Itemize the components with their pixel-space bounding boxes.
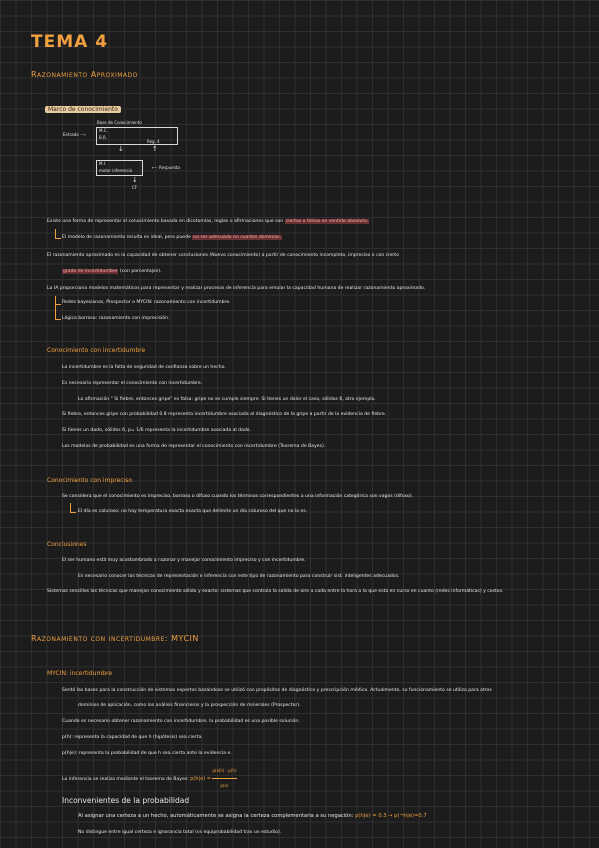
diagram-input-label: Entrada ⟶ [63,132,86,137]
paragraph-2-tail: grado de incertidumbre (con porcentajes). [63,269,162,274]
diagram-box2-line1: M.I. [99,161,107,166]
inconvenientes-line-2: No distingue entre igual certeza e ignorancia total (vs equiprobabilidad tras un estudio). [78,830,282,835]
section-heading-conocimiento-incertidumbre: Conocimiento con incertidumbre [47,347,146,354]
diagram-box-knowledge-base [96,127,178,145]
s4-line-3: Sistemas sencillos las técnicas que manejan conocimiento sólido y exacto: sistemas que controla la salida de aire a cada entre la hora a la que esta en curso en cuanto (redes informáticas) y costes. [47,589,504,594]
diagram-down-arrow-2: ↓ [132,176,138,184]
diagram-up-arrow: ↑ [152,145,158,153]
s5-line-1b: dominios de aplicación, como los análisis financieros y la prospección de minerales (Prospector). [78,703,301,708]
diagram-box1-line1: M.C. [99,128,108,133]
subheading-mycin: MYCIN: incertidumbre [47,670,113,677]
s4-line-2: Es necesario conocer las técnicas de representación e inferencia con este tipo de razonamiento para construir sist. inteligentes adecuados. [78,574,400,579]
s3-line-2: El día es caluroso: no hay temperatura exacta exacta que delimite un día caluroso del que no lo es. [78,509,308,514]
section-heading-mycin: Razonamiento con incertidumbre: MYCIN [31,634,199,643]
paragraph-3: La IA proporciona modelos matemáticos para representar y realizar procesos de inferencia para emular la capacidad humana de realizar razonamiento aproximado. [47,286,426,291]
diagram-box1-caption: Base de Conocimiento [97,120,142,125]
paragraph-1: Existe una forma de representar el conocimiento basada en dicotomías, reglas o afirmaciones que son ciertas o falsas en sentido absoluto. [47,219,369,224]
s5-line-5: La inferencia se realiza mediante el teorema de Bayes: p(h|e) = $\frac{p(e|h) \cdot p(h)}{p(e)}$ [62,764,237,778]
bracket-4 [70,503,76,513]
page-title: TEMA 4 [31,32,109,52]
diagram-output-label: ⟵ Respuesta [152,165,180,170]
diagram-arrow-label: Reg. 4 [147,139,160,144]
subheading-marco-conocimiento: Marco de conocimiento [45,106,121,113]
section-heading-conocimiento-impreciso: Conocimiento con impreciso [47,477,133,484]
bayes-formula-fraction: $\frac{p(e|h) \cdot p(h)}{p(e)}$ [212,764,236,793]
diagram-down-arrow: ↓ [118,145,124,153]
s2-line-5: Si tienes un dado, sólidos 6, p= 1/6 representa la incertidumbre asociada al dado. [62,428,251,433]
paragraph-2: El razonamiento aproximado es la capacidad de obtener conclusiones (Nuevo conocimiento) a partir de conocimiento incompleto, impreciso o con cierto [47,253,399,258]
s4-line-1: El ser humano está muy acostumbrado a razonar y manejar conocimiento impreciso y con incertidumbre. [62,558,306,563]
bracket-2 [55,296,61,305]
s2-line-6: Los modelos de probabilidad es una forma de representar el conocimiento con incertidumbre (Teorema de Bayes). [62,444,326,449]
knowledge-diagram [60,120,200,195]
s5-line-3: p(h): representa la capacidad de que h (hipótesis) sea cierta. [62,735,203,740]
inconvenientes-heading: Inconvenientes de la probabilidad [62,796,190,805]
section-heading-conclusiones: Conclusiones [47,541,87,548]
s2-line-2: Es necesario representar el conocimiento con incertidumbre. [62,381,203,386]
paragraph-1-sub: El modelo de razonamiento resulta es ideal, pero puede no ser adecuado en cuartos dominios. [62,235,282,240]
diagram-bottom-label: CF [132,185,138,190]
diagram-box1-line2: B.R. [99,135,107,140]
paragraph-3-bullet-1: Redes bayesianas, Prospector o MYCIN: razonamiento con incertidumbre. [62,300,231,305]
diagram-box2-line2: motor inferencia [99,168,133,173]
bracket-3 [55,305,61,320]
s2-line-4: Si fiebre, entonces gripe con probabilidad 0.8 representa incertidumbre asociada al diagnóstico de la gripe a partir de la evidencia de fiebre. [62,412,387,417]
s2-line-1: La incertidumbre es la falta de seguridad de confianza sobre un hecho. [62,365,226,370]
s5-line-1: Sentó las bases para la construcción de sistemas expertos basándose se utilizó con propósitos de diagnóstico y prescripción médica. Actualmente, su funcionamiento se utiliza para otros [62,688,492,693]
paragraph-3-bullet-2: Lógica borrosa: razonamiento con imprecisión. [62,316,170,321]
bracket-1 [55,229,61,239]
s2-line-3: La afirmación " Si fiebre, entonces gripe" es falsa: gripe no se cumple siempre. Si tienes un dolor el caso, sólidos 6, otro ejemplo. [78,397,376,402]
bayes-formula-lhs: p(h|e) = [190,776,212,782]
s5-line-2: Cuando es necesario obtener razonamiento con incertidumbre, la probabilidad es una posible solución. [62,719,300,724]
inconvenientes-line-1: Al asignar una certeza a un hecho, automáticamente se asigna la certeza complementaria a su negación: p(h|e) = 0.3 → p(¬h|e)=0.7 [78,813,427,819]
s3-line-1: Se considera que el conocimiento es impreciso, borroso o difuso cuando los términos correspondientes a una información categórica son vagos (difuso). [62,494,414,499]
s5-line-4: p(h|e): representa la probabilidad de que h sea cierta ante la evidencia e. [62,751,232,756]
section-heading-razonamiento-aproximado: Razonamiento Aproximado [31,70,138,79]
